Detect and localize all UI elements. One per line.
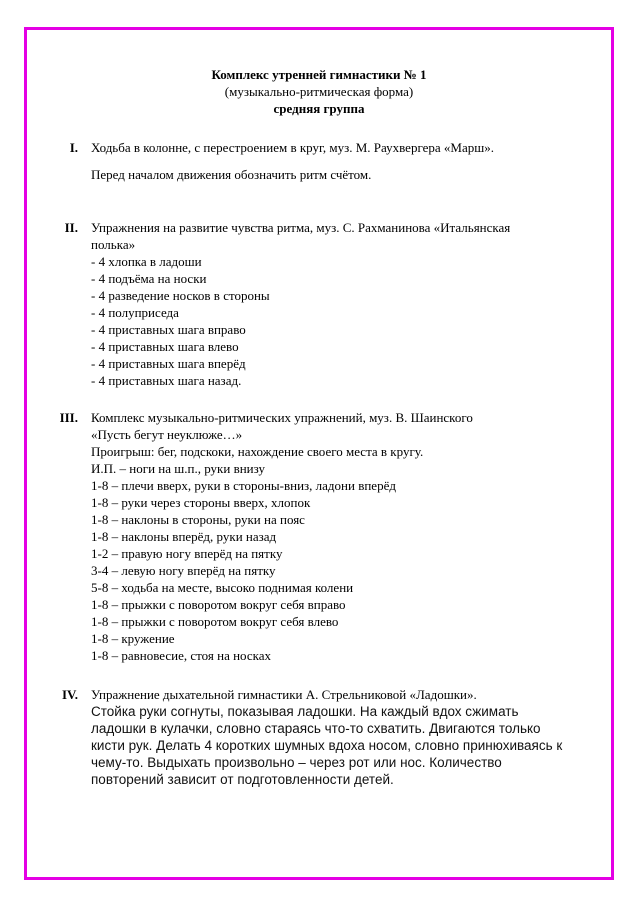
section-line: 1-8 – кружение: [91, 631, 175, 646]
section-line: 1-8 – наклоны в стороны, руки на пояс: [91, 512, 305, 527]
section-number: III.: [59, 410, 78, 425]
section-line: - 4 разведение носков в стороны: [91, 288, 270, 303]
section-line: Упражнение дыхательной гимнастики А. Стрельниковой «Ладошки».: [91, 687, 477, 702]
section-line: «Пусть бегут неуклюже…»: [91, 427, 243, 442]
document-title: Комплекс утренней гимнастики № 1: [211, 67, 427, 82]
section-line: 1-2 – правую ногу вперёд на пятку: [91, 546, 283, 561]
section-line: 3-4 – левую ногу вперёд на пятку: [91, 563, 276, 578]
section-body: [91, 409, 601, 664]
section-line: И.П. – ноги на ш.п., руки внизу: [91, 461, 265, 476]
section-line: - 4 хлопка в ладоши: [91, 254, 202, 269]
section-body: [91, 139, 601, 183]
section-line: Стойка руки согнуты, показывая ладошки. На каждый вдох сжимать: [91, 704, 519, 719]
section-number: II.: [64, 220, 78, 235]
section-line: - 4 приставных шага назад.: [91, 373, 242, 388]
section-line: 1-8 – равновесие, стоя на носках: [91, 648, 272, 663]
section-line: кисти рук. Делать 4 коротких шумных вдоха носом, словно принюхиваясь к: [91, 738, 563, 753]
section-line: Упражнения на развитие чувства ритма, муз. С. Рахманинова «Итальянская: [91, 220, 511, 235]
section-line: - 4 полуприседа: [91, 305, 179, 320]
section-line: 1-8 – наклоны вперёд, руки назад: [91, 529, 277, 544]
section-line: Комплекс музыкально-ритмических упражнений, муз. В. Шаинского: [91, 410, 473, 425]
section-line: 1-8 – плечи вверх, руки в стороны-вниз, ладони вперёд: [91, 478, 396, 493]
section-line: 5-8 – ходьба на месте, высоко поднимая колени: [91, 580, 354, 595]
section-line: 1-8 – руки через стороны вверх, хлопок: [91, 495, 311, 510]
section-line: чему-то. Выдыхать произвольно – через рот или нос. Количество: [91, 755, 502, 770]
section-line: - 4 приставных шага вправо: [91, 322, 246, 337]
section-line: 1-8 – прыжки с поворотом вокруг себя влево: [91, 614, 339, 629]
section-line: полька»: [91, 237, 136, 252]
section-line: - 4 приставных шага влево: [91, 339, 239, 354]
section-body: [91, 219, 601, 389]
section-line: Ходьба в колонне, с перестроением в круг, муз. М. Раухвергера «Марш».: [91, 140, 494, 155]
section-line: 1-8 – прыжки с поворотом вокруг себя вправо: [91, 597, 346, 612]
line-gap: [91, 156, 601, 166]
section-number: I.: [69, 140, 78, 155]
section-line: Проигрыш: бег, подскоки, нахождение своего места в кругу.: [91, 444, 424, 459]
section-line: Перед началом движения обозначить ритм счётом.: [91, 167, 372, 182]
document-subtitle: (музыкально-ритмическая форма): [224, 84, 414, 99]
document-group: средняя группа: [273, 101, 365, 116]
section-line: - 4 приставных шага вперёд: [91, 356, 246, 371]
section-number: IV.: [61, 687, 78, 702]
section-line: повторений зависит от подготовленности детей.: [91, 772, 394, 787]
section-body: [91, 686, 601, 788]
section-line: ладошки в кулачки, словно стараясь что-то схватить. Двигаются только: [91, 721, 541, 736]
section-line: - 4 подъёма на носки: [91, 271, 207, 286]
